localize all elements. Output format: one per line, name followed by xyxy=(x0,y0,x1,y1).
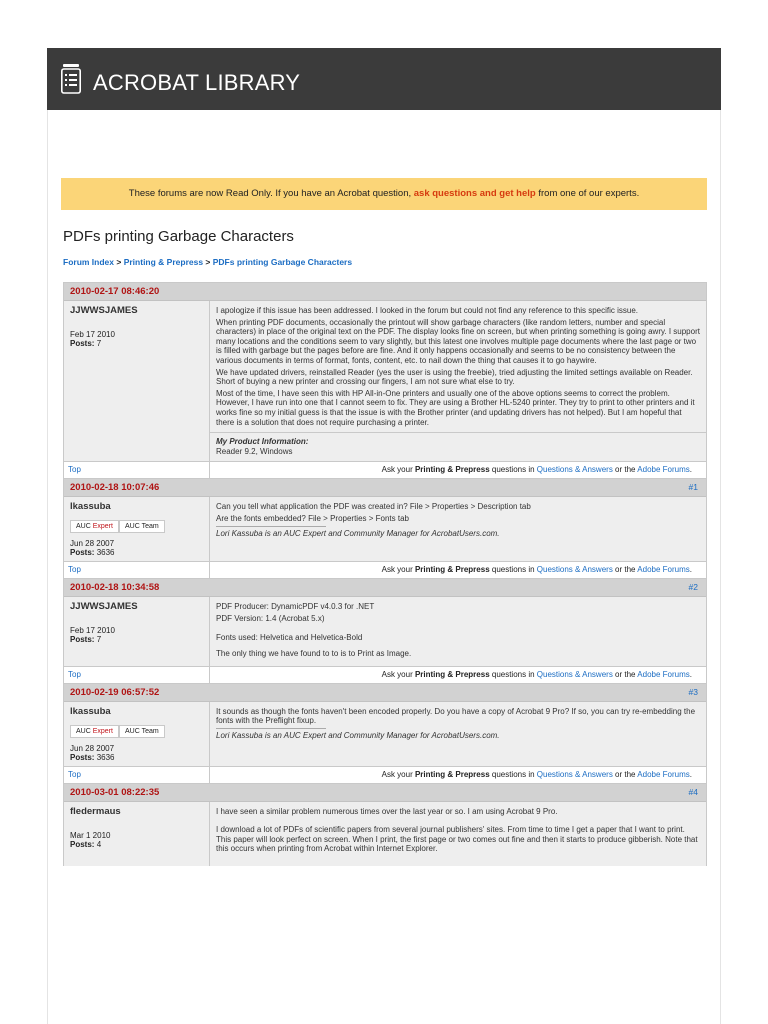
badge-suffix: Expert xyxy=(90,523,113,531)
adobe-forums-link[interactable]: Adobe Forums xyxy=(637,769,690,779)
forum-post xyxy=(64,579,706,683)
document-list-icon xyxy=(61,64,81,94)
author-name[interactable]: JJWWSJAMES xyxy=(70,305,138,316)
breadcrumb-printing-prepress[interactable]: Printing & Prepress xyxy=(123,257,204,267)
ask-topic: Printing & Prepress xyxy=(414,769,490,779)
post-header xyxy=(64,784,706,802)
post-permalink[interactable]: #4 xyxy=(688,786,698,797)
badge-prefix: AUC xyxy=(76,523,91,531)
brand-name[interactable]: ACROBAT LIBRARY xyxy=(93,70,301,95)
post-count-value: 7 xyxy=(96,339,102,348)
questions-answers-link[interactable]: Questions & Answers xyxy=(536,769,613,779)
post-paragraph: PDF Producer: DynamicPDF v4.0.3 for .NET xyxy=(216,602,375,612)
post-count xyxy=(70,753,203,762)
post-count-label: Posts: xyxy=(70,635,95,645)
breadcrumb-current[interactable]: PDFs printing Garbage Characters xyxy=(212,257,353,267)
message-content xyxy=(210,497,706,561)
post-permalink[interactable]: #3 xyxy=(688,686,698,697)
post-timestamp: 2010-02-17 08:46:20 xyxy=(70,286,160,297)
auc-expert-badge xyxy=(70,725,119,738)
post-count-label: Posts: xyxy=(70,752,95,762)
post-body xyxy=(64,597,706,665)
questions-answers-link[interactable]: Questions & Answers xyxy=(536,565,613,575)
questions-answers-link[interactable]: Questions & Answers xyxy=(536,465,613,475)
post-count-value: 4 xyxy=(96,839,102,849)
post-count xyxy=(70,635,203,644)
badge-prefix: AUC xyxy=(76,727,91,735)
ask-topic: Printing & Prepress xyxy=(414,565,490,575)
ask-mid: questions in xyxy=(489,669,537,679)
post-body xyxy=(64,802,706,866)
post-permalink[interactable]: #2 xyxy=(688,582,698,593)
post-body xyxy=(64,497,706,561)
ask-or: or the xyxy=(612,669,638,679)
ask-questions-link[interactable]: ask questions and get help xyxy=(413,188,536,199)
ask-mid: questions in xyxy=(489,465,537,475)
post-header xyxy=(64,479,706,497)
ask-mid: questions in xyxy=(489,565,537,575)
auc-team-badge: AUC Team xyxy=(119,520,165,533)
ask-period: . xyxy=(689,565,692,575)
breadcrumb-forum-index[interactable]: Forum Index xyxy=(63,257,115,267)
post-count-value: 3636 xyxy=(96,752,115,762)
signature: Lori Kassuba is an AUC Expert and Community Manager for AcrobatUsers.com. xyxy=(216,730,500,740)
badge-suffix: Expert xyxy=(90,727,113,735)
post-footer xyxy=(64,461,706,479)
post-count xyxy=(70,548,203,557)
forum-post xyxy=(64,784,706,866)
post-body xyxy=(64,702,706,766)
post-paragraph: I have seen a similar problem numerous times over the last year or so. I am using Acrobat 9 Pro. xyxy=(216,806,558,816)
page-title: PDFs printing Garbage Characters xyxy=(63,228,294,245)
top-link[interactable]: Top xyxy=(64,562,210,578)
auc-expert-badge xyxy=(70,520,119,533)
ask-mid: questions in xyxy=(489,769,537,779)
post-paragraph: Can you tell what application the PDF was created in? File > Properties > Description tab xyxy=(216,502,531,512)
author-name[interactable]: JJWWSJAMES xyxy=(70,601,138,613)
post-count-value: 7 xyxy=(96,635,102,645)
ask-or: or the xyxy=(612,769,638,779)
signature-divider xyxy=(216,526,326,527)
ask-prefix: Ask your xyxy=(381,565,415,575)
post-footer xyxy=(64,666,706,684)
post-count-value: 3636 xyxy=(96,548,115,558)
product-info-label: My Product Information: xyxy=(216,437,309,447)
post-count xyxy=(70,840,203,849)
join-date: Feb 17 2010 xyxy=(70,330,115,339)
posts-table xyxy=(63,282,707,866)
signature-divider xyxy=(216,728,326,729)
post-paragraph: I download a lot of PDFs of scientific papers from several journal publishers' sites. From time to time I get a paper that I want to print. This paper will look perfect on screen. When I print, the first page or two comes out fine and then it starts to produce gibberish. Note that this occurs when printing from Acrobat within Internet Explorer. xyxy=(216,825,698,854)
adobe-forums-link[interactable]: Adobe Forums xyxy=(637,465,690,475)
author-info xyxy=(64,802,210,866)
message-content xyxy=(210,597,706,665)
questions-answers-link[interactable]: Questions & Answers xyxy=(536,669,613,679)
post-count xyxy=(70,339,203,348)
post-header xyxy=(64,684,706,702)
adobe-forums-link[interactable]: Adobe Forums xyxy=(637,565,690,575)
message-content xyxy=(210,702,706,766)
join-date: Jun 28 2007 xyxy=(70,743,115,753)
author-name[interactable]: lkassuba xyxy=(70,501,111,513)
ask-period: . xyxy=(689,769,692,779)
post-paragraph: Most of the time, I have seen this with HP All-in-One printers and usually one of the above options seems to correct the problem. However, I have run into one that I cannot seem to fix. They are using a Brother HL-5240 printer. They try to print to other printers and it works fine so my initial guess is that the issue is with the Brother printer (and updating drivers has not helped). But I am hopeful that there is a solution that does not require purchasing a printer. xyxy=(216,388,695,427)
author-name[interactable]: lkassuba xyxy=(70,705,111,717)
post-footer xyxy=(64,561,706,579)
ask-topic: Printing & Prepress xyxy=(414,465,490,475)
join-date: Feb 17 2010 xyxy=(70,626,115,636)
post-count-label: Posts: xyxy=(70,839,95,849)
post-count-label: Posts: xyxy=(70,339,95,348)
ask-line xyxy=(210,462,706,478)
adobe-forums-link[interactable]: Adobe Forums xyxy=(637,669,690,679)
read-only-notice xyxy=(61,178,707,210)
post-header xyxy=(64,283,706,301)
site-header xyxy=(47,48,721,110)
ask-prefix: Ask your xyxy=(381,769,415,779)
post-timestamp: 2010-03-01 08:22:35 xyxy=(70,786,160,798)
post-footer xyxy=(64,766,706,784)
ask-line xyxy=(210,562,706,578)
post-body xyxy=(64,301,706,461)
post-count-label: Posts: xyxy=(70,548,95,558)
top-link[interactable]: Top xyxy=(64,667,210,683)
top-link[interactable]: Top xyxy=(64,767,210,783)
auc-team-badge: AUC Team xyxy=(119,725,165,738)
forum-post xyxy=(64,479,706,579)
author-info xyxy=(64,597,210,665)
ask-topic: Printing & Prepress xyxy=(414,669,490,679)
post-permalink[interactable]: #1 xyxy=(688,482,698,493)
author-name[interactable]: fledermaus xyxy=(70,805,121,817)
ask-line xyxy=(210,767,706,783)
ask-or: or the xyxy=(612,565,638,575)
author-info xyxy=(64,702,210,766)
join-date: Jun 28 2007 xyxy=(70,539,115,549)
breadcrumb-separator: > xyxy=(203,257,213,267)
breadcrumb xyxy=(63,257,352,267)
post-paragraph: Are the fonts embedded? File > Properties > Fonts tab xyxy=(216,513,409,523)
ask-line xyxy=(210,667,706,683)
product-info-value: Reader 9.2, Windows xyxy=(216,446,293,456)
message-content xyxy=(210,301,706,461)
forum-post xyxy=(64,684,706,784)
ask-prefix: Ask your xyxy=(381,465,415,475)
ask-period: . xyxy=(689,669,692,679)
top-link[interactable]: Top xyxy=(64,462,210,478)
post-paragraph: The only thing we have found to to is to Print as Image. xyxy=(216,649,412,659)
notice-text-before: These forums are now Read Only. If you have an Acrobat question, xyxy=(128,188,414,199)
join-date: Mar 1 2010 xyxy=(70,830,111,840)
notice-text-after: from one of our experts. xyxy=(535,188,640,199)
post-paragraph: I apologize if this issue has been addressed. I looked in the forum but could not find any reference to this specific issue. xyxy=(216,306,639,315)
post-paragraph: We have updated drivers, reinstalled Reader (yes the user is using the freebie), tried adjusting the limited settings available on Reader. Short of buying a new printer and crossing our fingers, I am not sure what else to try. xyxy=(216,367,693,387)
forum-post xyxy=(64,283,706,479)
signature: Lori Kassuba is an AUC Expert and Community Manager for AcrobatUsers.com. xyxy=(216,528,500,538)
post-timestamp: 2010-02-18 10:07:46 xyxy=(70,482,160,494)
message-content xyxy=(210,802,706,866)
post-timestamp: 2010-02-18 10:34:58 xyxy=(70,582,160,594)
author-info xyxy=(64,301,210,461)
ask-period: . xyxy=(689,465,692,475)
post-header xyxy=(64,579,706,597)
ask-prefix: Ask your xyxy=(381,669,415,679)
ask-or: or the xyxy=(612,465,638,475)
post-timestamp: 2010-02-19 06:57:52 xyxy=(70,686,160,698)
post-paragraph: PDF Version: 1.4 (Acrobat 5.x) xyxy=(216,613,325,623)
breadcrumb-separator: > xyxy=(114,257,124,267)
post-paragraph: When printing PDF documents, occasionally the printout will show garbage characters (like random letters, number and special characters) in place of the original text on the PDF. The display looks fine on screen, but when printing something is going awry. I support many locations and the conditions seem to vary slightly, but this latest one involves multiple page documents where the last page or two is filled with garbage but the pages before are fine. And it only happens occasionally and seems to be no consistency between the various documents in terms of format, fonts, content, etc. to nail down the thing that causes it to go haywire. xyxy=(216,317,700,365)
user-badges xyxy=(70,520,203,533)
post-paragraph: Fonts used: Helvetica and Helvetica-Bold xyxy=(216,632,363,642)
product-divider xyxy=(210,432,706,433)
post-paragraph: It sounds as though the fonts haven't been encoded properly. Do you have a copy of Acrobat 9 Pro? If so, you can try re-embedding the fonts with the Preflight fixup. xyxy=(216,706,696,726)
user-badges xyxy=(70,725,203,738)
author-info xyxy=(64,497,210,561)
